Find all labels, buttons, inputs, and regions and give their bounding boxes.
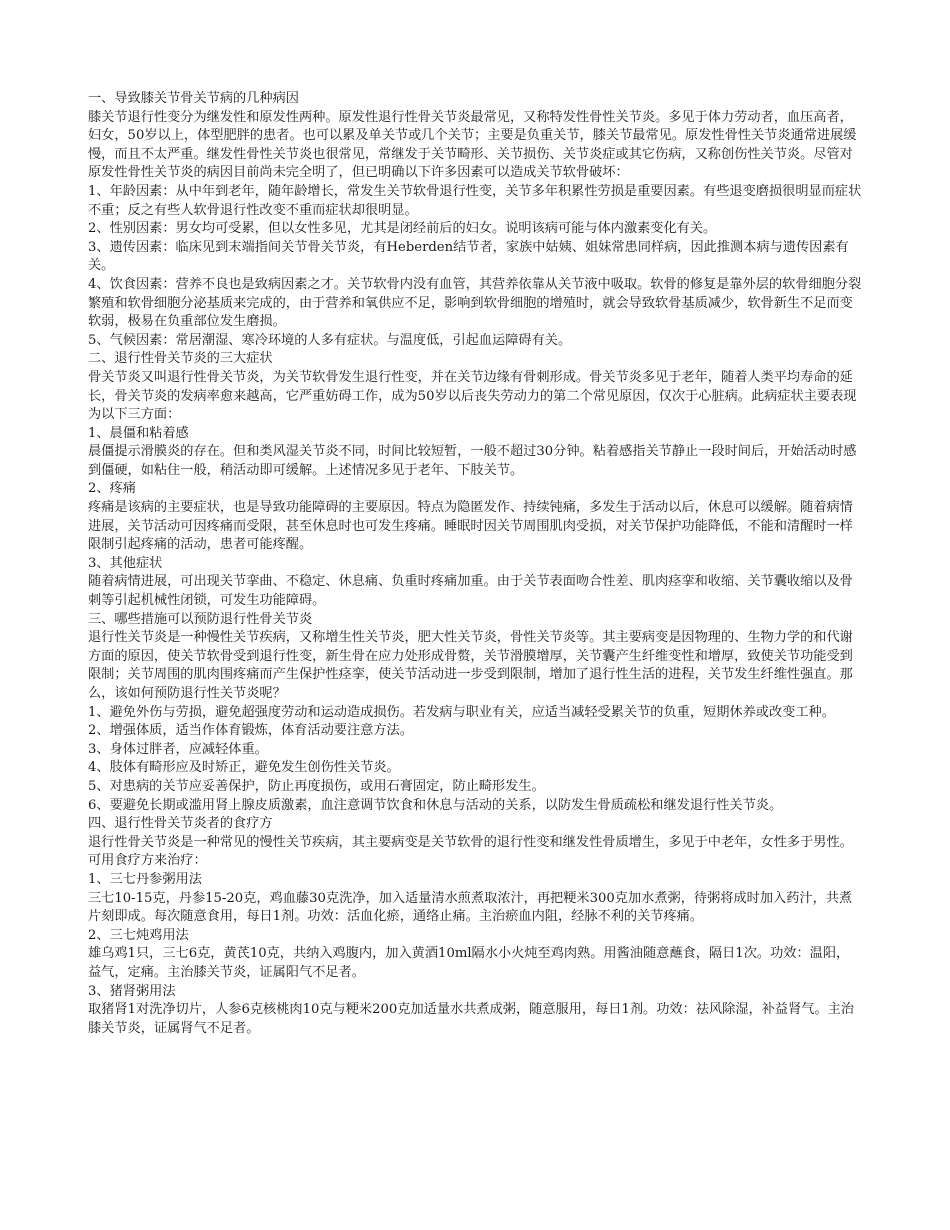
paragraph: 疼痛是该病的主要症状，也是导致功能障碍的主要原因。特点为隐匿发作、持续钝痛，多发生于活动以后，休息可以缓解。随着病情进展，关节活动可因疼痛而受限，甚至休息时也可发生疼痛。睡眠时因关节周围肌肉受损，对关节保护功能降低，不能和清醒时一样限制引起疼痛的活动，患者可能疼醒。 (88, 500, 853, 553)
list-item: 4、饮食因素：营养不良也是致病因素之才。关节软骨内没有血管，其营养依靠从关节液中吸取。软骨的修复是靠外层的软骨细胞分裂繁殖和软骨细胞分泌基质来完成的，由于营养和氧供应不足，影响到软骨细胞的增殖时，就会导致软骨基质减少，软骨新生不足而变软弱，极易在负重部位发生磨损。 (88, 276, 862, 330)
paragraph: 骨关节炎又叫退行性骨关节炎，为关节软骨发生退行性变，并在关节边缘有骨刺形成。骨关节炎多见于老年，随着人类平均寿命的延长，骨关节炎的发病率愈来越高，它严重妨碍工作，成为50岁以后丧失劳动力的第二个常见原因，仅次于心脏病。此病症状主要表现为以下三方面： (88, 369, 857, 423)
subheading: 1、三七丹参粥用法 (88, 871, 202, 887)
paragraph: 膝关节退行性变分为继发性和原发性两种。原发性退行性骨关节炎最常见，又称特发性骨性关节炎。多见于体力劳动者，血压高者，妇女，50岁以上，体型肥胖的患者。也可以累及单关节或几个关节；主要是负重关节，膝关节最常见。原发性骨性关节炎通常进展缓慢，而且不太严重。继发性骨性关节炎也很常见，常继发于关节畸形、关节损伤、关节炎症或其它伤病，又称创伤性关节炎。尽管对原发性骨性关节炎的病因目前尚未完全明了，但已明确以下许多因素可以造成关节软骨破坏： (88, 109, 857, 181)
section-heading-1: 一、导致膝关节骨关节病的几种病因 (88, 91, 299, 106)
paragraph: 晨僵提示滑膜炎的存在。但和类风湿关节炎不同，时间比较短暂，一般不超过30分钟。粘着感指关节静止一段时间后，开始活动时感到僵硬，如粘住一般，稍活动即可缓解。上述情况多见于老年、下肢关节。 (88, 444, 857, 478)
paragraph: 三七10-15克，丹参15-20克，鸡血藤30克洗净，加入适量清水煎煮取浓汁，再把粳米300克加水煮粥，待粥将成时加入药汁，共煮片刻即成。每次随意食用，每日1剂。功效：活血化瘀，通络止痛。主治瘀血内阻，经脉不利的关节疼痛。 (88, 890, 853, 925)
subheading: 1、晨僵和粘着感 (88, 425, 189, 441)
list-item: 2、增强体质，适当作体育锻炼，体育活动要注意方法。 (88, 723, 413, 739)
list-item: 5、气候因素：常居潮湿、寒冷环境的人多有症状。与温度低，引起血运障碍有关。 (88, 332, 572, 348)
list-item: 3、遗传因素：临床见到末端指间关节骨关节炎，有Heberden结节者，家族中姑姨、姐妹常患同样病，因此推测本病与遗传因素有关。 (88, 239, 849, 274)
paragraph: 雄乌鸡1只，三七6克，黄芪10克，共纳入鸡腹内，加入黄酒10ml隔水小火炖至鸡肉熟。用酱油随意蘸食，隔日1次。功效：温阳，益气，定痛。主治膝关节炎，证属阳气不足者。 (88, 946, 850, 980)
section-heading-2: 二、退行性骨关节炎的三大症状 (88, 351, 273, 367)
list-item: 1、避免外伤与劳损，避免超强度劳动和运动造成损伤。若发病与职业有关，应适当减轻受累关节的负重，短期休养或改变工种。 (88, 704, 835, 720)
list-item: 3、身体过胖者，应减轻体重。 (88, 741, 268, 757)
subheading: 2、疼痛 (88, 481, 136, 497)
paragraph: 随着病情进展，可出现关节挛曲、不稳定、休息痛、负重时疼痛加重。由于关节表面吻合性差、肌肉痉挛和收缩、关节囊收缩以及骨刺等引起机械性闭锁，可发生功能障碍。 (88, 574, 853, 609)
subheading: 3、其他症状 (88, 555, 163, 571)
paragraph: 退行性关节炎是一种慢性关节疾病，又称增生性关节炎，肥大性关节炎，骨性关节炎等。其主要病变是因物理的、生物力学的和代谢方面的原因，使关节软骨受到退行性变，新生骨在应力处形成骨赘，关节滑膜增厚，关节囊产生纤维变性和增厚，致使关节功能受到限制；关节周围的肌肉围疼痛而产生保护性痉挛，使关节活动进一步受到限制，增加了退行性生活的进程，关节发生纤维性强直。那么，该如何预防退行性关节炎呢？ (88, 630, 853, 701)
paragraph: 退行性骨关节炎是一种常见的慢性关节疾病，其主要病变是关节软骨的退行性变和继发性骨质增生，多见于中老年，女性多于男性。可用食疗方来治疗： (88, 834, 853, 869)
subheading: 2、三七炖鸡用法 (88, 927, 189, 943)
list-item: 4、肢体有畸形应及时矫正，避免发生创伤性关节炎。 (88, 760, 400, 776)
section-heading-4: 四、退行性骨关节炎者的食疗方 (88, 816, 273, 832)
list-item: 2、性别因素：男女均可受累，但以女性多见，尤其是闭经前后的妇女。说明该病可能与体内激素变化有关。 (88, 221, 717, 237)
paragraph: 取猪肾1对洗净切片，人参6克核桃肉10克与粳米200克加适量水共煮成粥，随意服用，每日1剂。功效：祛风除湿，补益肾气。主治膝关节炎，证属肾气不足者。 (88, 1002, 855, 1036)
list-item: 5、对患病的关节应妥善保护，防止再度损伤，或用石膏固定，防止畸形发生。 (88, 778, 545, 794)
list-item: 1、年龄因素：从中年到老年，随年龄增长，常发生关节软骨退行性变，关节多年积累性劳损是重要因素。有些退变磨损很明显而症状不重；反之有些人软骨退行性改变不重而症状却很明显。 (88, 183, 862, 218)
section-heading-3: 三、哪些措施可以预防退行性骨关节炎 (88, 611, 313, 627)
list-item: 6、要避免长期或滥用肾上腺皮质激素，血注意调节饮食和休息与活动的关系，以防发生骨质疏松和继发退行性关节炎。 (88, 797, 783, 813)
subheading: 3、猪肾粥用法 (88, 983, 176, 999)
